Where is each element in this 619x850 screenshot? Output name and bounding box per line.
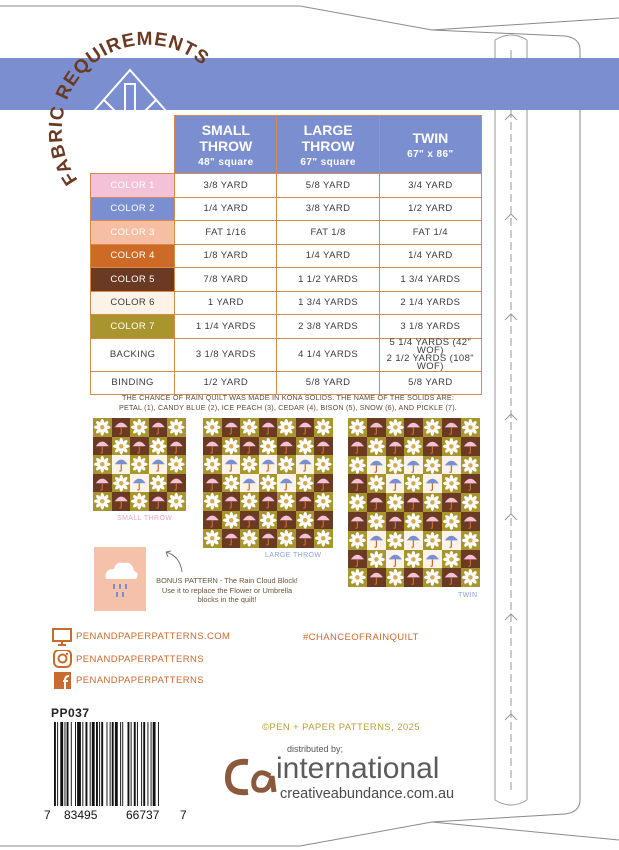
quilt-block: [314, 529, 333, 548]
quilt-block: [112, 492, 131, 511]
table-cell: 3 1/8 YARDS: [379, 315, 481, 339]
quilt-block: [367, 493, 386, 512]
website-link[interactable]: PENANDPAPERPATTERNS.COM: [76, 631, 231, 642]
quilt-block: [296, 474, 315, 493]
distributed-by-label: distributed by;: [287, 744, 344, 754]
quilt-block: [404, 474, 423, 493]
quilt-block: [259, 492, 278, 511]
quilt-block: [423, 456, 442, 475]
quilt-block: [461, 568, 480, 587]
quilt-block: [461, 512, 480, 531]
quilt-block: [112, 455, 131, 474]
quilt-block: [348, 456, 367, 475]
table-cell: 1 YARD: [175, 291, 277, 315]
quilt-block: [130, 474, 149, 493]
quilt-block: [386, 418, 405, 437]
quilt-block: [112, 418, 131, 437]
quilt-block: [93, 474, 112, 493]
quilt-block: [423, 531, 442, 550]
row-label: BACKING: [91, 338, 175, 371]
quilt-block: [203, 492, 222, 511]
quilt-block: [314, 492, 333, 511]
quilt-block: [423, 512, 442, 531]
twin-line: 5 1/4 YARDS (42" WOF): [389, 336, 472, 356]
quilt-block: [461, 550, 480, 569]
table-cell: FAT 1/16: [175, 221, 277, 245]
quilt-block: [386, 568, 405, 587]
quilt-block: [149, 437, 168, 456]
table-cell: 7/8 YARD: [175, 268, 277, 292]
quilt-block: [130, 418, 149, 437]
barcode-digits-left: 83495: [64, 808, 98, 822]
quilt-block: [367, 531, 386, 550]
table-cell: 3/8 YARD: [175, 174, 277, 198]
quilt-block: [93, 455, 112, 474]
note-line-2: PETAL (1), CANDY BLUE (2), ICE PEACH (3), CEDAR (4), BISON (5), SNOW (6), AND PICKLE (7).: [119, 403, 457, 412]
row-label: COLOR 6: [91, 291, 175, 315]
quilt-block: [130, 437, 149, 456]
quilt-block: [348, 418, 367, 437]
quilt-block: [203, 474, 222, 493]
copyright: ©PEN + PAPER PATTERNS, 2025: [262, 722, 420, 733]
quilt-label-twin: TWIN: [458, 592, 478, 599]
quilt-block: [93, 437, 112, 456]
quilt-block: [442, 531, 461, 550]
barcode-digit-last: 7: [180, 808, 187, 822]
quilt-block: [167, 474, 186, 493]
quilt-block: [386, 493, 405, 512]
quilt-block: [423, 550, 442, 569]
quilt-block: [348, 493, 367, 512]
table-corner: [91, 116, 175, 174]
quilt-block: [240, 492, 259, 511]
table-cell: 5/8 YARD: [277, 174, 379, 198]
table-cell: 1/8 YARD: [175, 244, 277, 268]
quilt-block: [130, 492, 149, 511]
table-row: [91, 371, 482, 395]
quilt-block: [461, 418, 480, 437]
quilt-block: [130, 455, 149, 474]
quilt-block: [259, 511, 278, 530]
quilt-block: [442, 456, 461, 475]
quilt-block: [404, 512, 423, 531]
quilt-block: [167, 418, 186, 437]
column-name: SMALL THROW: [199, 121, 253, 154]
quilt-block: [314, 437, 333, 456]
facebook-icon: [52, 672, 72, 690]
table-row: [91, 244, 482, 268]
distributor-website[interactable]: creativeabundance.com.au: [280, 786, 455, 802]
quilt-block: [423, 437, 442, 456]
quilt-block: [404, 437, 423, 456]
table-cell: 1 1/4 YARDS: [175, 315, 277, 339]
quilt-block: [386, 474, 405, 493]
row-label: COLOR 4: [91, 244, 175, 268]
quilt-block: [277, 492, 296, 511]
instagram-icon: [52, 650, 72, 668]
quilt-block: [203, 455, 222, 474]
quilt-block: [149, 492, 168, 511]
table-row: [91, 197, 482, 221]
quilt-diagram-small-throw: [93, 418, 186, 511]
quilt-block: [167, 455, 186, 474]
table-cell: 2 3/8 YARDS: [277, 315, 379, 339]
quilt-block: [259, 437, 278, 456]
table-row: [91, 221, 482, 245]
quilt-block: [348, 550, 367, 569]
quilt-label-small: SMALL THROW: [117, 515, 173, 522]
quilt-block: [240, 455, 259, 474]
table-row: [91, 291, 482, 315]
table-cell: 3 1/8 YARDS: [175, 338, 277, 371]
hashtag: #CHANCEOFRAINQUILT: [303, 632, 419, 643]
quilt-block: [314, 418, 333, 437]
quilt-block: [386, 531, 405, 550]
quilt-block: [461, 474, 480, 493]
quilt-block: [277, 418, 296, 437]
fabric-note: [92, 393, 484, 413]
quilt-block: [149, 418, 168, 437]
curved-arrow-icon: [160, 548, 188, 574]
quilt-block: [442, 550, 461, 569]
quilt-block: [314, 511, 333, 530]
table-cell: 1 3/4 YARDS: [277, 291, 379, 315]
quilt-block: [112, 437, 131, 456]
quilt-block: [203, 437, 222, 456]
quilt-block: [277, 511, 296, 530]
table-cell: 1/2 YARD: [175, 371, 277, 395]
barcode-digit-first: 7: [44, 808, 51, 822]
table-cell: 1 1/2 YARDS: [277, 268, 379, 292]
quilt-block: [259, 529, 278, 548]
column-size: 67" x 86": [407, 148, 454, 160]
quilt-block: [149, 474, 168, 493]
quilt-diagram-twin: [348, 418, 480, 587]
quilt-block: [167, 492, 186, 511]
quilt-block: [423, 568, 442, 587]
facebook-link[interactable]: PENANDPAPERPATTERNS: [76, 675, 204, 686]
quilt-block: [386, 550, 405, 569]
barcode: [52, 722, 185, 806]
row-label: BINDING: [91, 371, 175, 395]
quilt-block: [404, 456, 423, 475]
column-header-twin: [379, 116, 481, 174]
row-label: COLOR 3: [91, 221, 175, 245]
column-size: 48" square: [198, 156, 254, 168]
quilt-block: [367, 568, 386, 587]
quilt-block: [461, 437, 480, 456]
rain-cloud-icon: [94, 547, 146, 611]
row-label: COLOR 2: [91, 197, 175, 221]
table-cell: FAT 1/8: [277, 221, 379, 245]
quilt-block: [367, 550, 386, 569]
quilt-block: [348, 531, 367, 550]
quilt-block: [222, 437, 241, 456]
quilt-block: [296, 511, 315, 530]
quilt-block: [296, 529, 315, 548]
quilt-block: [386, 512, 405, 531]
quilt-block: [404, 531, 423, 550]
table-cell: 5/8 YARD: [379, 371, 481, 395]
quilt-block: [348, 512, 367, 531]
quilt-block: [240, 418, 259, 437]
quilt-block: [442, 568, 461, 587]
row-label: COLOR 5: [91, 268, 175, 292]
column-name: LARGE THROW: [301, 121, 355, 154]
quilt-block: [259, 474, 278, 493]
quilt-block: [423, 493, 442, 512]
quilt-block: [240, 474, 259, 493]
quilt-block: [277, 474, 296, 493]
table-cell: 1/4 YARD: [379, 244, 481, 268]
quilt-block: [222, 529, 241, 548]
table-row: [91, 174, 482, 198]
quilt-block: [277, 529, 296, 548]
quilt-block: [423, 418, 442, 437]
quilt-block: [461, 493, 480, 512]
quilt-block: [404, 493, 423, 512]
barcode-digits-right: 66737: [126, 808, 160, 822]
quilt-block: [259, 455, 278, 474]
column-header-small-throw: [175, 116, 277, 174]
quilt-block: [314, 474, 333, 493]
quilt-block: [367, 437, 386, 456]
quilt-block: [277, 437, 296, 456]
column-size: 67" square: [300, 156, 356, 168]
quilt-block: [240, 529, 259, 548]
bonus-text: BONUS PATTERN - The Rain Cloud Block! Use it to replace the Flower or Umbrella blocks in the quilt!: [156, 576, 298, 605]
table-cell: 3/8 YARD: [277, 197, 379, 221]
quilt-block: [348, 568, 367, 587]
quilt-block: [404, 550, 423, 569]
quilt-block: [222, 511, 241, 530]
quilt-block: [167, 437, 186, 456]
quilt-block: [314, 455, 333, 474]
distributor-name: international: [276, 752, 440, 785]
row-label: COLOR 1: [91, 174, 175, 198]
quilt-block: [348, 437, 367, 456]
quilt-block: [296, 455, 315, 474]
ca-logo-icon: [222, 754, 278, 800]
table-cell: 2 1/4 YARDS: [379, 291, 481, 315]
quilt-block: [442, 512, 461, 531]
bonus-block: [94, 547, 146, 611]
quilt-block: [240, 511, 259, 530]
quilt-block: [367, 456, 386, 475]
quilt-block: [423, 474, 442, 493]
table-cell: 1/4 YARD: [277, 244, 379, 268]
table-row: [91, 338, 482, 371]
title-text: FABRIC REQUIREMENTS: [45, 30, 214, 189]
quilt-block: [442, 474, 461, 493]
quilt-block: [386, 456, 405, 475]
instagram-link[interactable]: PENANDPAPERPATTERNS: [76, 654, 204, 665]
quilt-block: [367, 512, 386, 531]
quilt-block: [296, 418, 315, 437]
quilt-block: [367, 418, 386, 437]
table-cell: [379, 338, 481, 371]
table-cell: 1 3/4 YARDS: [379, 268, 481, 292]
table-row: [91, 315, 482, 339]
quilt-block: [203, 511, 222, 530]
quilt-block: [277, 455, 296, 474]
table-cell: 5/8 YARD: [277, 371, 379, 395]
table-cell: 3/4 YARD: [379, 174, 481, 198]
quilt-block: [404, 418, 423, 437]
table-cell: 1/2 YARD: [379, 197, 481, 221]
quilt-block: [240, 437, 259, 456]
row-label: COLOR 7: [91, 315, 175, 339]
quilt-diagram-large-throw: [203, 418, 333, 548]
twin-line: 2 1/2 YARDS (108" WOF): [386, 352, 475, 372]
quilt-block: [203, 418, 222, 437]
quilt-block: [442, 437, 461, 456]
quilt-block: [149, 455, 168, 474]
quilt-block: [222, 418, 241, 437]
table-cell: 1/4 YARD: [175, 197, 277, 221]
quilt-block: [461, 456, 480, 475]
quilt-block: [442, 418, 461, 437]
quilt-block: [296, 437, 315, 456]
quilt-block: [404, 568, 423, 587]
quilt-block: [442, 493, 461, 512]
product-code: PP037: [51, 706, 90, 720]
quilt-block: [259, 418, 278, 437]
quilt-block: [386, 437, 405, 456]
quilt-block: [348, 474, 367, 493]
quilt-block: [203, 529, 222, 548]
note-line-1: THE CHANCE OF RAIN QUILT WAS MADE IN KONA SOLIDS. THE NAME OF THE SOLIDS ARE:: [121, 393, 455, 402]
fabric-table: [90, 115, 482, 395]
quilt-block: [222, 474, 241, 493]
quilt-block: [461, 531, 480, 550]
monitor-icon: [52, 628, 72, 646]
quilt-block: [367, 474, 386, 493]
quilt-block: [222, 492, 241, 511]
quilt-block: [112, 474, 131, 493]
column-name: TWIN: [412, 129, 449, 146]
quilt-block: [93, 492, 112, 511]
quilt-block: [296, 492, 315, 511]
column-header-large-throw: [277, 116, 379, 174]
quilt-block: [93, 418, 112, 437]
table-cell: 4 1/4 YARDS: [277, 338, 379, 371]
table-cell: FAT 1/4: [379, 221, 481, 245]
quilt-label-large: LARGE THROW: [265, 552, 322, 559]
table-row: [91, 268, 482, 292]
quilt-block: [222, 455, 241, 474]
